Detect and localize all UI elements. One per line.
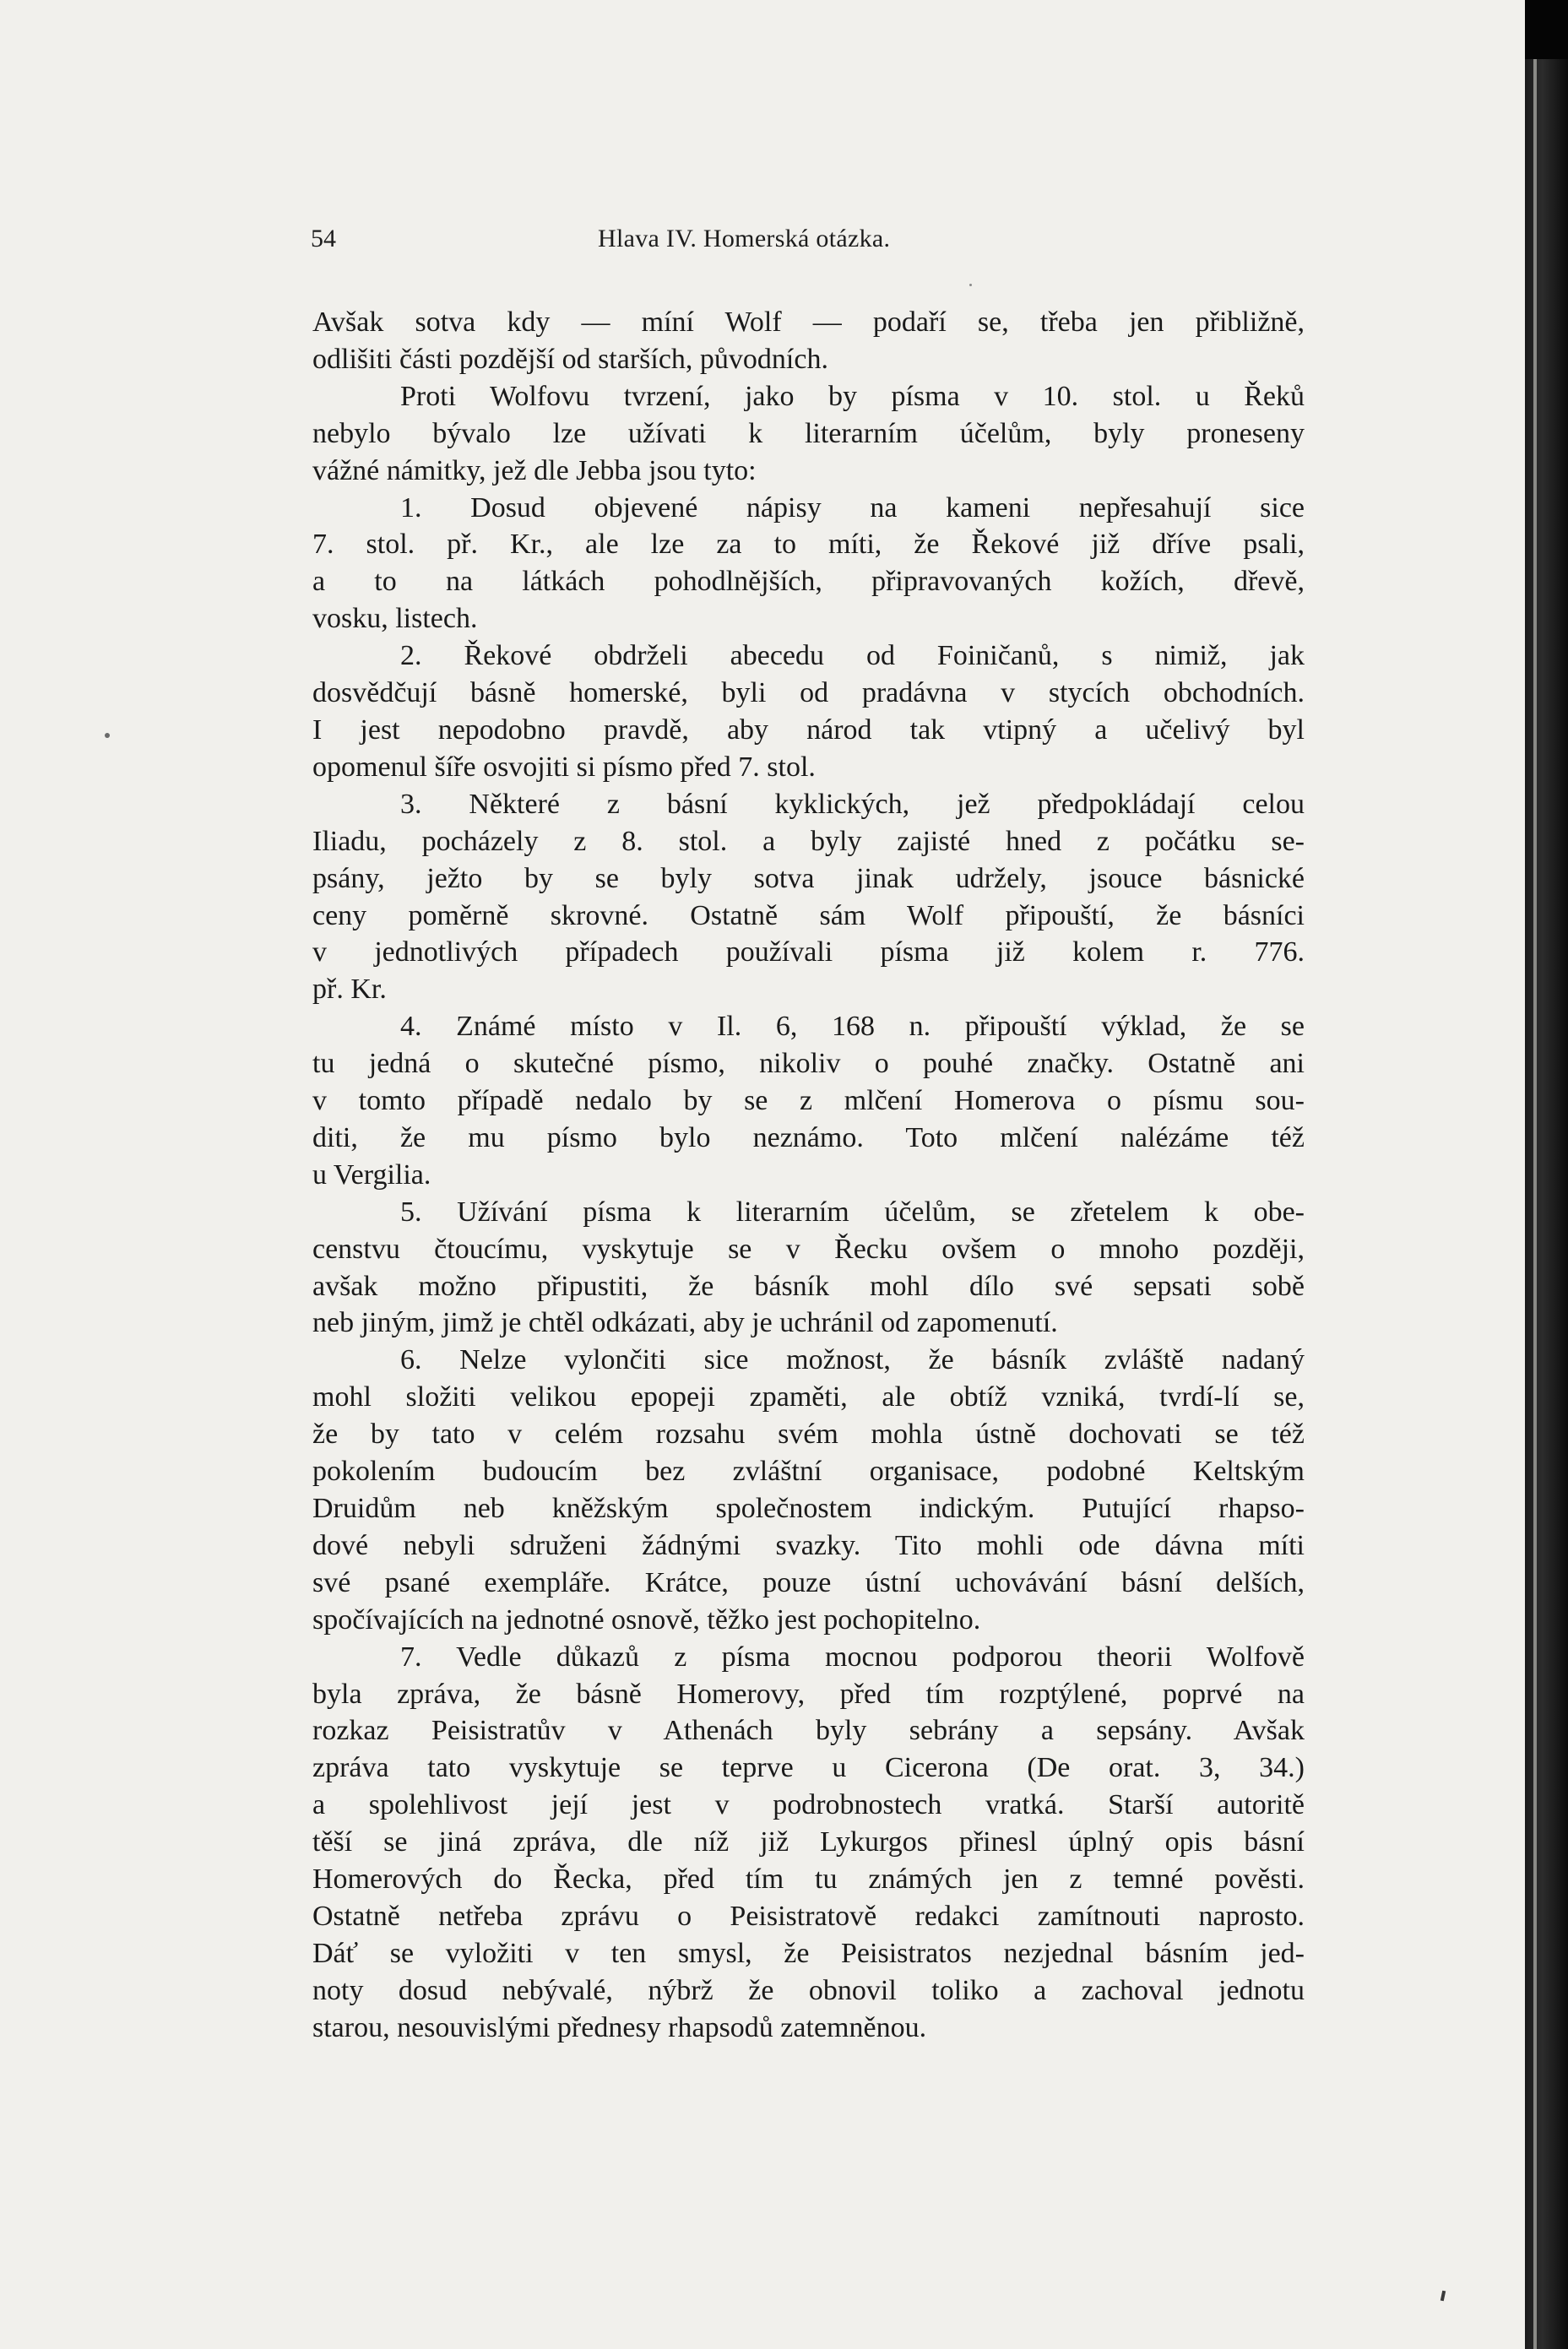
paragraph <box>312 1008 1305 1194</box>
text-line: Druidům neb kněžským společnostem indickým. Putující rhapso- <box>312 1493 1305 1524</box>
paragraph <box>312 378 1305 490</box>
text-line: noty dosud nebývalé, nýbrž že obnovil toliko a zachoval jednotu <box>312 1974 1305 2006</box>
paper-speck <box>1440 2291 1446 2302</box>
text-line: Homerových do Řecka, před tím tu známých jen z temné pověsti. <box>312 1863 1305 1896</box>
text-line: pokolením budoucím bez zvláštní organisace, podobné Keltským <box>312 1456 1305 1488</box>
text-line: v tomto případě nedalo by se z mlčení Homerova o písmu sou- <box>312 1085 1305 1117</box>
scan-corner <box>1525 0 1568 59</box>
text-line: psány, ježto by se byly sotva jinak udržely, jsouce básnické <box>312 862 1305 894</box>
paragraph <box>312 490 1305 638</box>
text-line: vosku, listech. <box>312 603 478 635</box>
text-line: nebylo bývalo lze užívati k literarním účelům, byly proneseny <box>312 417 1305 449</box>
paragraph <box>312 637 1305 786</box>
text-line: avšak možno připustiti, že básník mohl dílo své sepsati sobě <box>312 1270 1305 1302</box>
text-line: censtvu čtoucímu, vyskytuje se v Řecku ovšem o mnoho později, <box>312 1233 1305 1265</box>
text-line: 3. Některé z básní kyklických, jež předpokládají celou <box>400 788 1305 820</box>
running-head <box>311 221 1299 257</box>
text-line: 4. Známé místo v Il. 6, 168 n. připouští výklad, že se <box>400 1011 1305 1043</box>
text-line: dové nebyli sdruženi žádnými svazky. Tito mohli ode dávna míti <box>312 1529 1305 1561</box>
text-line: spočívajících na jednotné osnově, těžko jest pochopitelno. <box>312 1603 981 1636</box>
text-line: zpráva tato vyskytuje se teprve u Cicerona (De orat. 3, 34.) <box>312 1752 1305 1784</box>
text-line: diti, že mu písmo bylo neznámo. Toto mlčení nalézáme též <box>312 1121 1305 1153</box>
text-line: 1. Dosud objevené nápisy na kameni nepřesahují sice <box>400 491 1305 524</box>
text-line: a spolehlivost její jest v podrobnostech vratká. Starší autoritě <box>312 1789 1305 1821</box>
text-line: 7. stol. př. Kr., ale lze za to míti, že Řekové již dříve psali, <box>312 529 1305 561</box>
text-line: Proti Wolfovu tvrzení, jako by písma v 10. stol. u Řeků <box>400 380 1305 412</box>
text-line: dosvědčují básně homerské, byli od pradávna v stycích obchodních. <box>312 677 1305 709</box>
text-line: těší se jiná zpráva, dle níž již Lykurgos přinesl úplný opis básní <box>312 1826 1305 1858</box>
text-line: 5. Užívání písma k literarním účelům, se zřetelem k obe- <box>400 1196 1305 1228</box>
text-line: neb jiným, jimž je chtěl odkázati, aby je uchránil od zapomenutí. <box>312 1307 1058 1339</box>
text-line: byla zpráva, že básně Homerovy, před tím rozptýlené, poprvé na <box>312 1678 1305 1710</box>
text-line: tu jedná o skutečné písmo, nikoliv o pouhé značky. Ostatně ani <box>312 1048 1305 1080</box>
paper-speck <box>105 733 110 738</box>
text-line: př. Kr. <box>312 974 387 1006</box>
text-line: že by tato v celém rozsahu svém mohla ústně dochovati se též <box>312 1419 1305 1451</box>
text-line: Iliadu, pocházely z 8. stol. a byly zajisté hned z počátku se- <box>312 825 1305 857</box>
chapter-title: Hlava IV. Homerská otázka. <box>598 225 891 252</box>
text-line: Dáť se vyložiti v ten smysl, že Peisistratos nezjednal básním jed- <box>312 1937 1305 1969</box>
paper-speck <box>969 284 972 286</box>
paragraph <box>312 786 1305 1008</box>
text-line: 2. Řekové obdrželi abecedu od Foiničanů, s nimiž, jak <box>400 640 1305 672</box>
text-line: Avšak sotva kdy — míní Wolf — podaří se, třeba jen přibližně, <box>312 307 1305 338</box>
body-text <box>312 304 1305 2047</box>
text-line: starou, nesouvislými přednesy rhapsodů zatemněnou. <box>312 2011 927 2043</box>
text-line: 7. Vedle důkazů z písma mocnou podporou theorii Wolfově <box>400 1641 1305 1673</box>
page-number: 54 <box>311 225 336 252</box>
text-line: a to na látkách pohodlnějších, připravovaných kožích, dřevě, <box>312 566 1305 598</box>
text-line: Ostatně netřeba zprávu o Peisistratově redakci zamítnouti naprosto. <box>312 1900 1305 1932</box>
text-line: I jest nepodobno pravdě, aby národ tak vtipný a učelivý byl <box>312 713 1305 746</box>
text-line: u Vergilia. <box>312 1158 431 1191</box>
text-line: mohl složiti velikou epopeji zpaměti, ale obtíž vzniká, tvrdí-lí se, <box>312 1381 1305 1413</box>
text-line: rozkaz Peisistratův v Athenách byly sebrány a sepsány. Avšak <box>312 1715 1305 1747</box>
text-line: v jednotlivých případech používali písma již kolem r. 776. <box>312 936 1305 968</box>
text-line: vážné námitky, jež dle Jebba jsou tyto: <box>312 454 757 486</box>
text-line: své psané exempláře. Krátce, pouze ústní uchovávání básní delších, <box>312 1566 1305 1598</box>
text-line: ceny poměrně skrovné. Ostatně sám Wolf připouští, že básníci <box>312 899 1305 931</box>
paragraph <box>312 1639 1305 2047</box>
paragraph <box>312 1194 1305 1343</box>
text-line: 6. Nelze vylončiti sice možnost, že básník zvláště nadaný <box>400 1344 1305 1376</box>
scan-edge <box>1525 0 1568 2349</box>
paragraph <box>312 304 1305 378</box>
text-line: odlišiti části pozdější od starších, původních. <box>312 343 828 375</box>
text-line: opomenul šíře osvojiti si písmo před 7. stol. <box>312 751 816 783</box>
page-fold-line <box>1533 0 1537 2349</box>
paragraph <box>312 1342 1305 1638</box>
